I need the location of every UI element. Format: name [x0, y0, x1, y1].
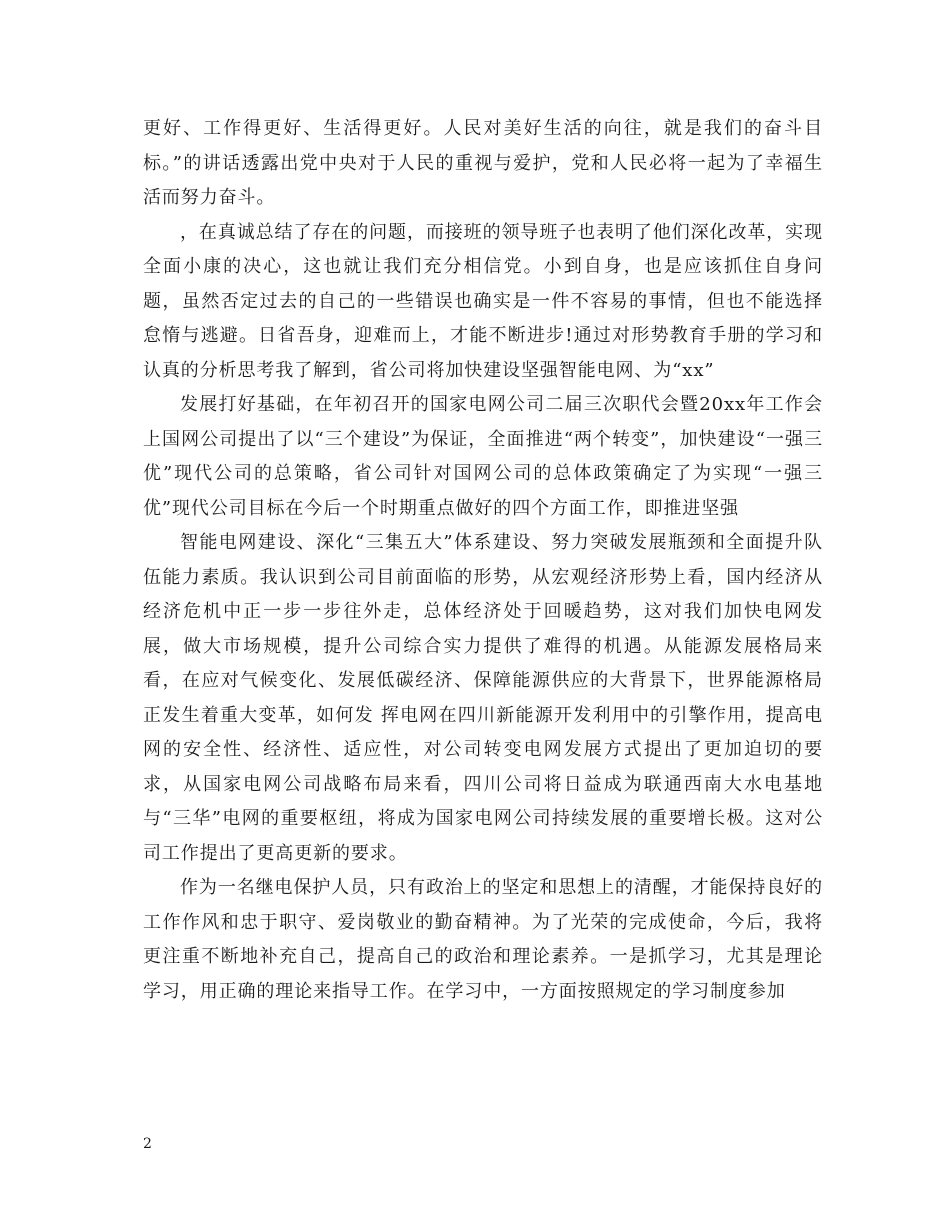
paragraph-1: 更好、工作得更好、生活得更好。人民对美好生活的向往，就是我们的奋斗目标。”的讲话透露出党中央对于人民的重视与爱护，党和人民必将一起为了幸福生活而努力奋斗。: [143, 118, 823, 208]
page-number: 2: [143, 1136, 152, 1152]
paragraph-2: ，在真诚总结了存在的问题，而接班的领导班子也表明了他们深化改革，实现全面小康的决心，这也就让我们充分相信党。小到自身，也是应该抓住自身问题，虽然否定过去的自己的一些错误也确实是一件不容易的事情，但也不能选择怠惰与逃避。日省吾身，迎难而上，才能不断进步!通过对形势教育手册的学习和认真的分析思考我了解到，省公司将加快建设坚强智能电网、为“xx”: [143, 221, 823, 381]
paragraph-3: 发展打好基础，在年初召开的国家电网公司二届三次职代会暨20xx年工作会上国网公司提出了以“三个建设”为保证，全面推进“两个转变”，加快建设“一强三优”现代公司的总策略，省公司针对国网公司的总体政策确定了为实现“一强三优”现代公司目标在今后一个时期重点做好的四个方面工作，即推进坚强: [143, 394, 823, 519]
document-body: [143, 112, 823, 1009]
paragraph-4: 智能电网建设、深化“三集五大”体系建设、努力突破发展瓶颈和全面提升队伍能力素质。我认识到公司目前面临的形势，从宏观经济形势上看，国内经济从经济危机中正一步一步往外走，总体经济处于回暖趋势，这对我们加快电网发展，做大市场规模，提升公司综合实力提供了难得的机遇。从能源发展格局来看，在应对气候变化、发展低碳经济、保障能源供应的大背景下，世界能源格局正发生着重大变革，如何发 挥电网在四川新能源开发利用中的引擎作用，提高电网的安全性、经济性、适应性，对公司转变电网发展方式提出了更加迫切的要求，从国家电网公司战略布局来看，四川公司将日益成为联通西南大水电基地与“三华”电网的重要枢纽，将成为国家电网公司持续发展的重要增长极。这对公司工作提出了更高更新的要求。: [143, 532, 823, 864]
paragraph-5: 作为一名继电保护人员，只有政治上的坚定和思想上的清醒，才能保持良好的工作作风和忠于职守、爱岗敬业的勤奋精神。为了光荣的完成使命，今后，我将更注重不断地补充自己，提高自己的政治和理论素养。一是抓学习，尤其是理论学习，用正确的理论来指导工作。在学习中，一方面按照规定的学习制度参加: [143, 877, 823, 1002]
